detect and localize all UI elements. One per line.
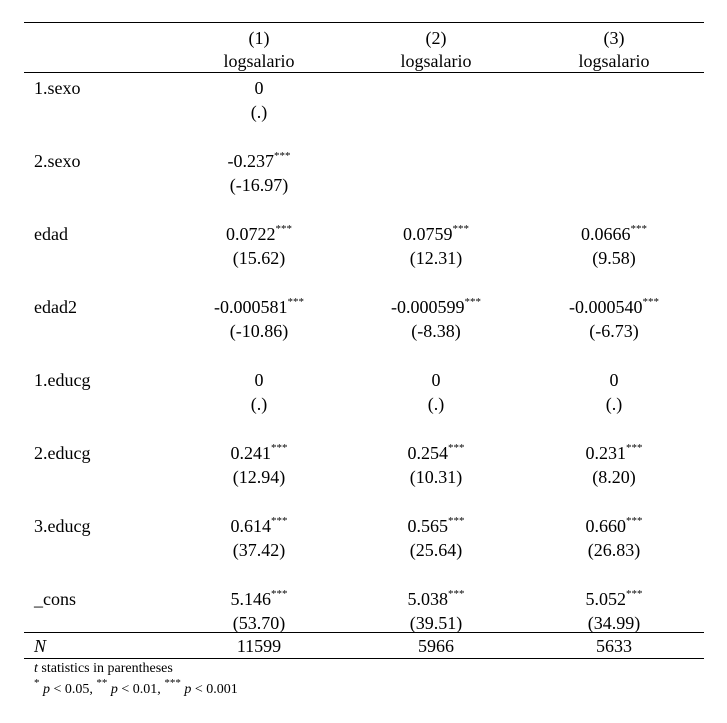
t-stat-cell: (53.70) xyxy=(232,613,286,633)
t-stat-cell: (.) xyxy=(605,394,623,414)
coef-cell xyxy=(174,588,344,610)
significance-stars: *** xyxy=(642,296,659,308)
significance-stars: *** xyxy=(448,515,465,527)
n-value-col3: 5633 xyxy=(596,636,632,656)
note-significance: * p < 0.05, ** p < 0.01, *** p < 0.001 xyxy=(34,677,238,697)
coef-value: -0.000581 xyxy=(214,297,288,317)
coef-cell xyxy=(351,588,521,610)
significance-stars: *** xyxy=(271,442,288,454)
coef-cell xyxy=(529,296,699,318)
t-stat-cell: (-8.38) xyxy=(411,321,461,341)
significance-stars: *** xyxy=(626,515,643,527)
col3-depvar: logsalario xyxy=(578,51,650,71)
n-rule xyxy=(24,632,704,633)
t-stat-cell: (.) xyxy=(250,394,268,414)
coef-cell xyxy=(174,515,344,537)
significance-stars: *** xyxy=(274,150,291,162)
coef-cell xyxy=(174,77,344,99)
n-value-col1: 11599 xyxy=(236,636,282,656)
row-label: 3.educg xyxy=(34,516,91,536)
significance-stars: *** xyxy=(271,588,288,600)
t-stat-cell: (26.83) xyxy=(587,540,641,560)
coef-cell xyxy=(174,296,344,318)
t-stat-cell: (-16.97) xyxy=(229,175,289,195)
coef-cell xyxy=(529,223,699,245)
significance-stars: *** xyxy=(271,515,288,527)
note-t-statistics: t statistics in parentheses xyxy=(34,661,173,676)
coef-value: -0.237 xyxy=(227,151,274,171)
t-stat-cell: (12.94) xyxy=(232,467,286,487)
coef-value: 0.231 xyxy=(585,443,626,463)
t-stat-cell: (-6.73) xyxy=(589,321,639,341)
coef-value: 0.0759 xyxy=(403,224,453,244)
coef-value: 0 xyxy=(254,370,264,390)
coef-cell xyxy=(529,369,699,391)
coef-value: 5.052 xyxy=(585,589,626,609)
col1-depvar: logsalario xyxy=(223,51,295,71)
coef-value: -0.000540 xyxy=(569,297,643,317)
row-label: edad xyxy=(34,224,68,244)
coef-cell xyxy=(351,223,521,245)
significance-stars: *** xyxy=(287,296,304,308)
t-stat-cell: (10.31) xyxy=(409,467,463,487)
coef-cell xyxy=(529,515,699,537)
significance-stars: *** xyxy=(464,296,481,308)
coef-cell xyxy=(174,223,344,245)
significance-stars: *** xyxy=(626,442,643,454)
coef-cell xyxy=(529,442,699,464)
top-rule xyxy=(24,22,704,23)
significance-stars: *** xyxy=(626,588,643,600)
col2-number: (2) xyxy=(425,28,447,48)
bottom-rule xyxy=(24,658,704,659)
coef-cell xyxy=(351,296,521,318)
t-stat-cell: (8.20) xyxy=(592,467,636,487)
coef-cell xyxy=(351,515,521,537)
coef-cell xyxy=(174,369,344,391)
t-stat-cell: (12.31) xyxy=(409,248,463,268)
coef-cell xyxy=(351,369,521,391)
significance-stars: *** xyxy=(452,223,469,235)
t-stat-cell: (15.62) xyxy=(232,248,286,268)
coef-value: 0 xyxy=(609,370,619,390)
row-label: 2.sexo xyxy=(34,151,81,171)
t-stat-cell: (9.58) xyxy=(592,248,636,268)
col1-number: (1) xyxy=(248,28,270,48)
row-label: 1.educg xyxy=(34,370,91,390)
coef-value: 0.0666 xyxy=(581,224,631,244)
row-label: edad2 xyxy=(34,297,77,317)
t-stat-cell: (.) xyxy=(427,394,445,414)
coef-value: 0.660 xyxy=(585,516,626,536)
header-rule xyxy=(24,72,704,73)
t-stat-cell: (-10.86) xyxy=(229,321,289,341)
col3-number: (3) xyxy=(603,28,625,48)
coef-value: 0.565 xyxy=(407,516,448,536)
coef-value: 5.146 xyxy=(230,589,271,609)
coef-value: 0 xyxy=(431,370,441,390)
t-stat-cell: (39.51) xyxy=(409,613,463,633)
t-stat-cell: (25.64) xyxy=(409,540,463,560)
significance-stars: *** xyxy=(630,223,647,235)
row-label: _cons xyxy=(34,589,76,609)
coef-cell xyxy=(174,442,344,464)
row-label: 1.sexo xyxy=(34,78,81,98)
coef-cell xyxy=(351,442,521,464)
n-label: N xyxy=(34,636,47,656)
coef-value: -0.000599 xyxy=(391,297,465,317)
coef-value: 0.614 xyxy=(230,516,271,536)
col2-depvar: logsalario xyxy=(400,51,472,71)
significance-stars: *** xyxy=(448,442,465,454)
t-stat-cell: (.) xyxy=(250,102,268,122)
significance-stars: *** xyxy=(275,223,292,235)
coef-cell xyxy=(529,588,699,610)
coef-value: 0.241 xyxy=(230,443,271,463)
t-stat-cell: (34.99) xyxy=(587,613,641,633)
significance-stars: *** xyxy=(448,588,465,600)
coef-cell xyxy=(174,150,344,172)
n-value-col2: 5966 xyxy=(418,636,454,656)
row-label: 2.educg xyxy=(34,443,91,463)
coef-value: 5.038 xyxy=(407,589,448,609)
t-stat-cell: (37.42) xyxy=(232,540,286,560)
coef-value: 0.254 xyxy=(407,443,448,463)
coef-value: 0.0722 xyxy=(226,224,276,244)
coef-value: 0 xyxy=(254,78,264,98)
